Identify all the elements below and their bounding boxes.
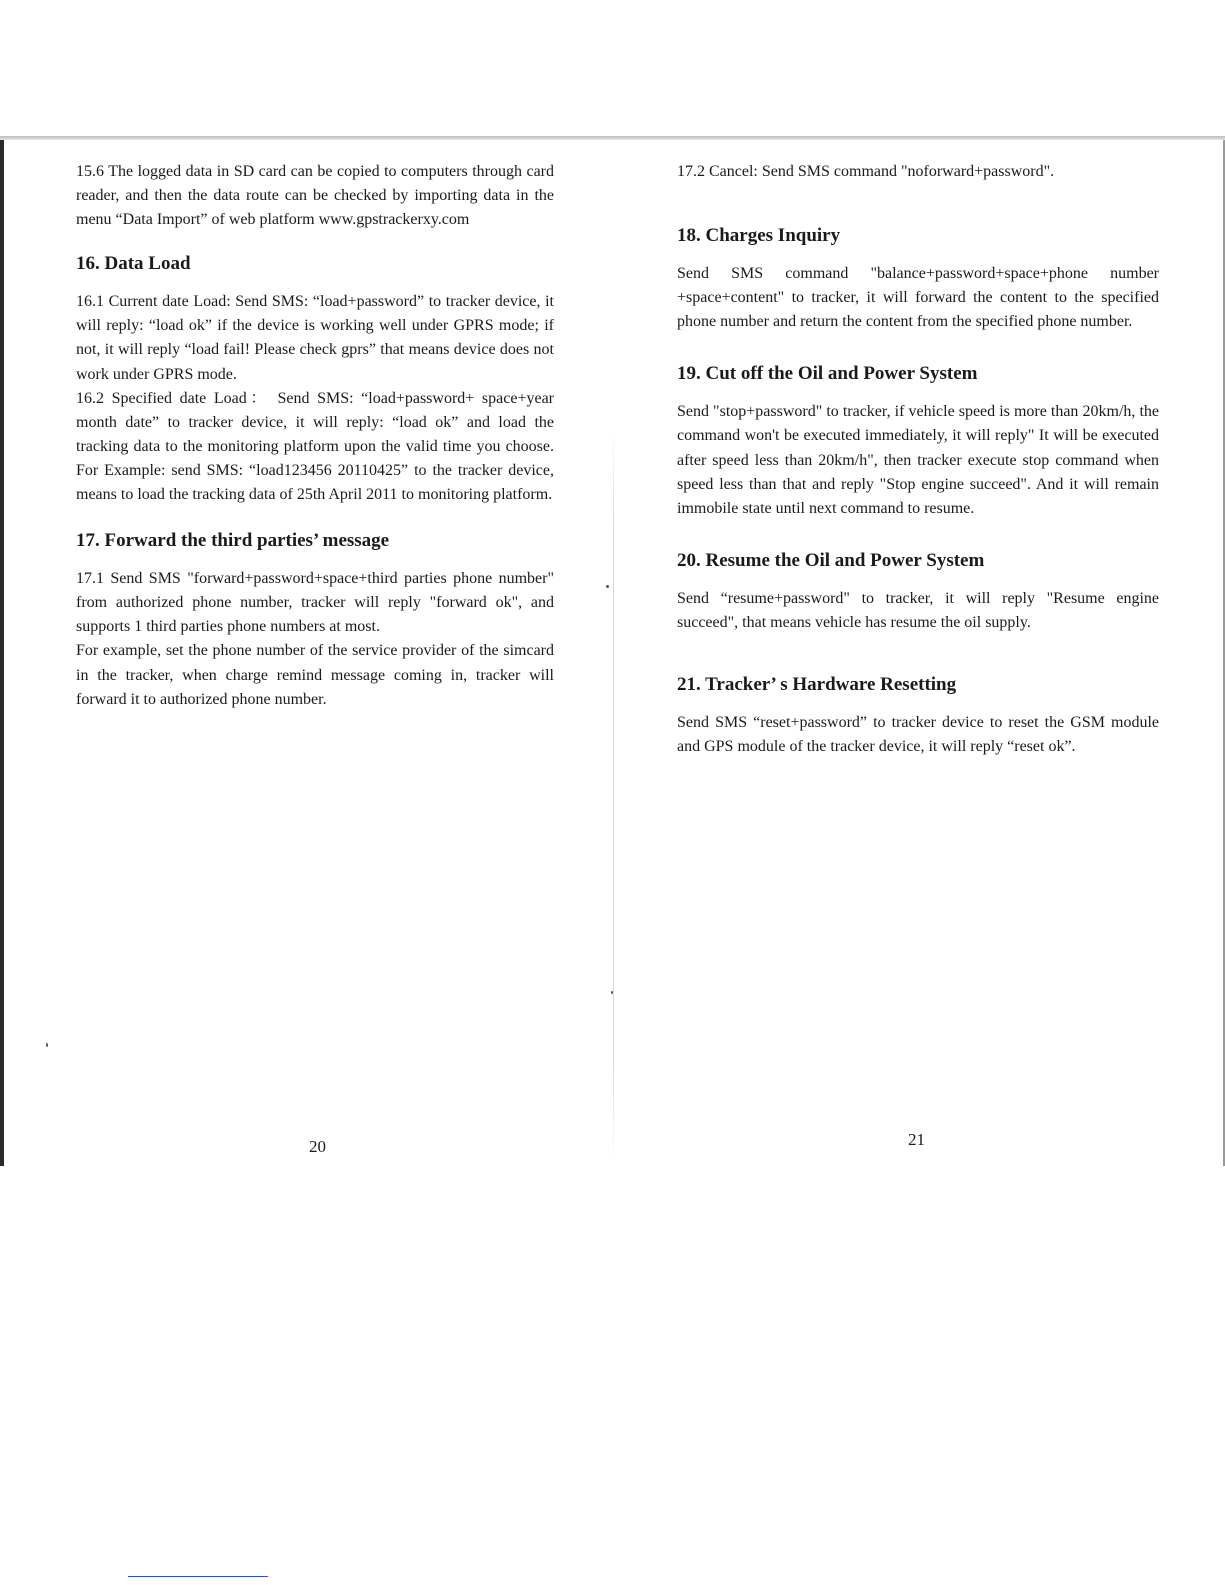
paragraph-20: Send “resume+password" to tracker, it will reply "Resume engine succeed", that means vehicle has resume the oil supply.	[677, 589, 1159, 631]
heading-hardware-resetting: 21. Tracker’ s Hardware Resetting	[677, 674, 957, 696]
link-underline	[128, 1576, 268, 1577]
scan-left-edge	[0, 140, 4, 1166]
heading-forward-third-parties: 17. Forward the third parties’ message	[76, 530, 390, 552]
right-page	[677, 160, 1159, 1160]
page-number-right: 21	[908, 1130, 925, 1149]
scan-top-edge	[0, 136, 1225, 140]
paragraph-17-1: 17.1 Send SMS "forward+password+space+third parties phone number" from authorized phone number, tracker will reply "forward ok", and supports 1 third parties phone numbers at most.	[76, 570, 554, 636]
scan-speck	[46, 1043, 48, 1047]
paragraph-15-6: 15.6 The logged data in SD card can be copied to computers through card reader, and then the data route can be checked by importing data in the menu “Data Import” of web platform www.gpstrackerxy.com	[76, 163, 554, 229]
left-page	[76, 160, 554, 1160]
heading-charges-inquiry: 18. Charges Inquiry	[677, 225, 841, 247]
heading-resume-oil: 20. Resume the Oil and Power System	[677, 549, 985, 571]
page-number-left: 20	[309, 1137, 326, 1156]
paragraph-16-2: 16.2 Specified date Load： Send SMS: “load+password+ space+year month date” to tracker device, it will reply: “load ok” and load the tracking data to the monitoring platform upon the valid time you choose. For Example: send SMS: “load123456 20110425” to the tracker device, means to load the tracking data of 25th April 2011 to monitoring platform.	[76, 389, 554, 504]
paragraph-16-1: 16.1 Current date Load: Send SMS: “load+password” to tracker device, it will reply: “load ok” if the device is working well under GPRS mode; if not, it will reply “load fail! Please check gprs” that means device does not work under GPRS mode.	[76, 293, 554, 383]
paragraph-17-2: 17.2 Cancel: Send SMS command "noforward+password".	[677, 163, 1055, 180]
page-gutter	[613, 425, 614, 1165]
scan-speck	[606, 585, 609, 588]
paragraph-21: Send SMS “reset+password” to tracker device to reset the GSM module and GPS module of the tracker device, it will reply “reset ok”.	[677, 714, 1159, 756]
scan-speck	[611, 991, 613, 994]
paragraph-17-example: For example, set the phone number of the service provider of the simcard in the tracker, when charge remind message coming in, tracker will forward it to authorized phone number.	[76, 642, 554, 708]
heading-data-load: 16. Data Load	[76, 253, 191, 275]
heading-cut-off-oil: 19. Cut off the Oil and Power System	[677, 363, 978, 385]
paragraph-18: Send SMS command "balance+password+space+phone number +space+content" to tracker, it will forward the content to the specified phone number and return the content from the specified phone number.	[677, 265, 1159, 331]
paragraph-19: Send "stop+password" to tracker, if vehicle speed is more than 20km/h, the command won't be executed immediately, it will reply" It will be executed after speed less than 20km/h", then tracker execute stop command when speed less than that and reply "Stop engine succeed". And it will remain immobile state until next command to resume.	[677, 403, 1159, 517]
